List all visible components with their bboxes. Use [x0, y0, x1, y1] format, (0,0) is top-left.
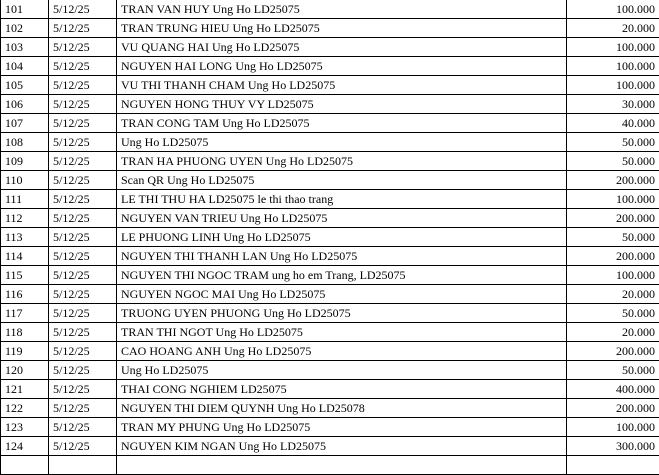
row-description: TRUONG UYEN PHUONG Ung Ho LD25075: [117, 304, 567, 323]
row-date: 5/12/25: [49, 114, 117, 133]
table-row: [1, 209, 659, 228]
row-description: TRAN CONG TAM Ung Ho LD25075: [117, 114, 567, 133]
row-description: VU THI THANH CHAM Ung Ho LD25075: [117, 76, 567, 95]
row-description: NGUYEN THI NGOC TRAM ung ho em Trang, LD25075: [117, 266, 567, 285]
table-row: [1, 342, 659, 361]
row-amount: 30.000: [567, 95, 659, 114]
row-description: CAO HOANG ANH Ung Ho LD25075: [117, 342, 567, 361]
table-row: [1, 380, 659, 399]
row-amount: 200.000: [567, 247, 659, 266]
row-description: NGUYEN KIM NGAN Ung Ho LD25075: [117, 437, 567, 456]
row-date: 5/12/25: [49, 0, 117, 19]
row-number: 106: [1, 95, 49, 114]
row-amount: 50.000: [567, 361, 659, 380]
row-number: 119: [1, 342, 49, 361]
row-date: 5/12/25: [49, 342, 117, 361]
row-description: THAI CONG NGHIEM LD25075: [117, 380, 567, 399]
row-amount: 200.000: [567, 399, 659, 418]
row-amount: 50.000: [567, 133, 659, 152]
table-row: [1, 190, 659, 209]
row-date: 5/12/25: [49, 361, 117, 380]
table-row: [1, 95, 659, 114]
row-number: 113: [1, 228, 49, 247]
row-number: 124: [1, 437, 49, 456]
row-amount: 100.000: [567, 0, 659, 19]
row-amount: 50.000: [567, 152, 659, 171]
row-date: 5/12/25: [49, 38, 117, 57]
table-row: [1, 247, 659, 266]
row-number: 107: [1, 114, 49, 133]
row-date: 5/12/25: [49, 247, 117, 266]
row-date: 5/12/25: [49, 285, 117, 304]
row-number: 121: [1, 380, 49, 399]
row-amount: 100.000: [567, 266, 659, 285]
table-row: [1, 38, 659, 57]
row-amount: 20.000: [567, 323, 659, 342]
row-amount: 300.000: [567, 437, 659, 456]
empty-cell: [117, 456, 567, 475]
row-number: 101: [1, 0, 49, 19]
table-row: [1, 152, 659, 171]
row-amount: 100.000: [567, 57, 659, 76]
row-number: 118: [1, 323, 49, 342]
row-amount: 100.000: [567, 38, 659, 57]
table-row: [1, 418, 659, 437]
row-date: 5/12/25: [49, 190, 117, 209]
row-date: 5/12/25: [49, 209, 117, 228]
row-description: LE PHUONG LINH Ung Ho LD25075: [117, 228, 567, 247]
row-description: NGUYEN HONG THUY VY LD25075: [117, 95, 567, 114]
row-amount: 40.000: [567, 114, 659, 133]
row-number: 123: [1, 418, 49, 437]
table-row: [1, 0, 659, 19]
row-number: 116: [1, 285, 49, 304]
row-number: 109: [1, 152, 49, 171]
table-row: [1, 304, 659, 323]
table-row: [1, 361, 659, 380]
row-description: Scan QR Ung Ho LD25075: [117, 171, 567, 190]
row-description: Ung Ho LD25075: [117, 133, 567, 152]
row-date: 5/12/25: [49, 228, 117, 247]
row-description: NGUYEN THI DIEM QUYNH Ung Ho LD25078: [117, 399, 567, 418]
row-date: 5/12/25: [49, 95, 117, 114]
row-number: 104: [1, 57, 49, 76]
row-amount: 200.000: [567, 342, 659, 361]
row-date: 5/12/25: [49, 57, 117, 76]
row-number: 117: [1, 304, 49, 323]
row-amount: 400.000: [567, 380, 659, 399]
table-row: [1, 19, 659, 38]
empty-cell: [49, 456, 117, 475]
row-number: 108: [1, 133, 49, 152]
table-row: [1, 171, 659, 190]
table-row: [1, 266, 659, 285]
row-date: 5/12/25: [49, 76, 117, 95]
row-amount: 200.000: [567, 209, 659, 228]
row-amount: 100.000: [567, 190, 659, 209]
row-description: TRAN MY PHUNG Ung Ho LD25075: [117, 418, 567, 437]
row-description: NGUYEN VAN TRIEU Ung Ho LD25075: [117, 209, 567, 228]
table-row: [1, 133, 659, 152]
row-number: 112: [1, 209, 49, 228]
row-date: 5/12/25: [49, 133, 117, 152]
row-date: 5/12/25: [49, 380, 117, 399]
empty-cell: [1, 456, 49, 475]
table-row: [1, 228, 659, 247]
row-number: 102: [1, 19, 49, 38]
row-description: TRAN TRUNG HIEU Ung Ho LD25075: [117, 19, 567, 38]
ledger-body: [1, 0, 659, 475]
table-row: [1, 114, 659, 133]
row-date: 5/12/25: [49, 418, 117, 437]
row-number: 111: [1, 190, 49, 209]
row-amount: 50.000: [567, 228, 659, 247]
row-description: TRAN HA PHUONG UYEN Ung Ho LD25075: [117, 152, 567, 171]
row-description: NGUYEN THI THANH LAN Ung Ho LD25075: [117, 247, 567, 266]
row-date: 5/12/25: [49, 171, 117, 190]
table-row: [1, 437, 659, 456]
row-number: 115: [1, 266, 49, 285]
row-description: Ung Ho LD25075: [117, 361, 567, 380]
row-date: 5/12/25: [49, 323, 117, 342]
row-amount: 20.000: [567, 19, 659, 38]
row-description: TRAN VAN HUY Ung Ho LD25075: [117, 0, 567, 19]
row-date: 5/12/25: [49, 399, 117, 418]
row-description: LE THI THU HA LD25075 le thi thao trang: [117, 190, 567, 209]
row-number: 122: [1, 399, 49, 418]
row-description: NGUYEN NGOC MAI Ung Ho LD25075: [117, 285, 567, 304]
row-date: 5/12/25: [49, 19, 117, 38]
row-number: 120: [1, 361, 49, 380]
table-row: [1, 285, 659, 304]
empty-cell: [567, 456, 659, 475]
row-date: 5/12/25: [49, 152, 117, 171]
row-date: 5/12/25: [49, 437, 117, 456]
row-number: 114: [1, 247, 49, 266]
row-number: 103: [1, 38, 49, 57]
row-amount: 100.000: [567, 76, 659, 95]
row-amount: 200.000: [567, 171, 659, 190]
table-row-continuation: [1, 456, 659, 475]
row-description: VU QUANG HAI Ung Ho LD25075: [117, 38, 567, 57]
row-amount: 20.000: [567, 285, 659, 304]
row-number: 110: [1, 171, 49, 190]
row-date: 5/12/25: [49, 266, 117, 285]
row-amount: 100.000: [567, 418, 659, 437]
table-row: [1, 57, 659, 76]
row-amount: 50.000: [567, 304, 659, 323]
row-date: 5/12/25: [49, 304, 117, 323]
table-row: [1, 399, 659, 418]
table-row: [1, 76, 659, 95]
row-description: NGUYEN HAI LONG Ung Ho LD25075: [117, 57, 567, 76]
row-description: TRAN THI NGOT Ung Ho LD25075: [117, 323, 567, 342]
row-number: 105: [1, 76, 49, 95]
table-row: [1, 323, 659, 342]
